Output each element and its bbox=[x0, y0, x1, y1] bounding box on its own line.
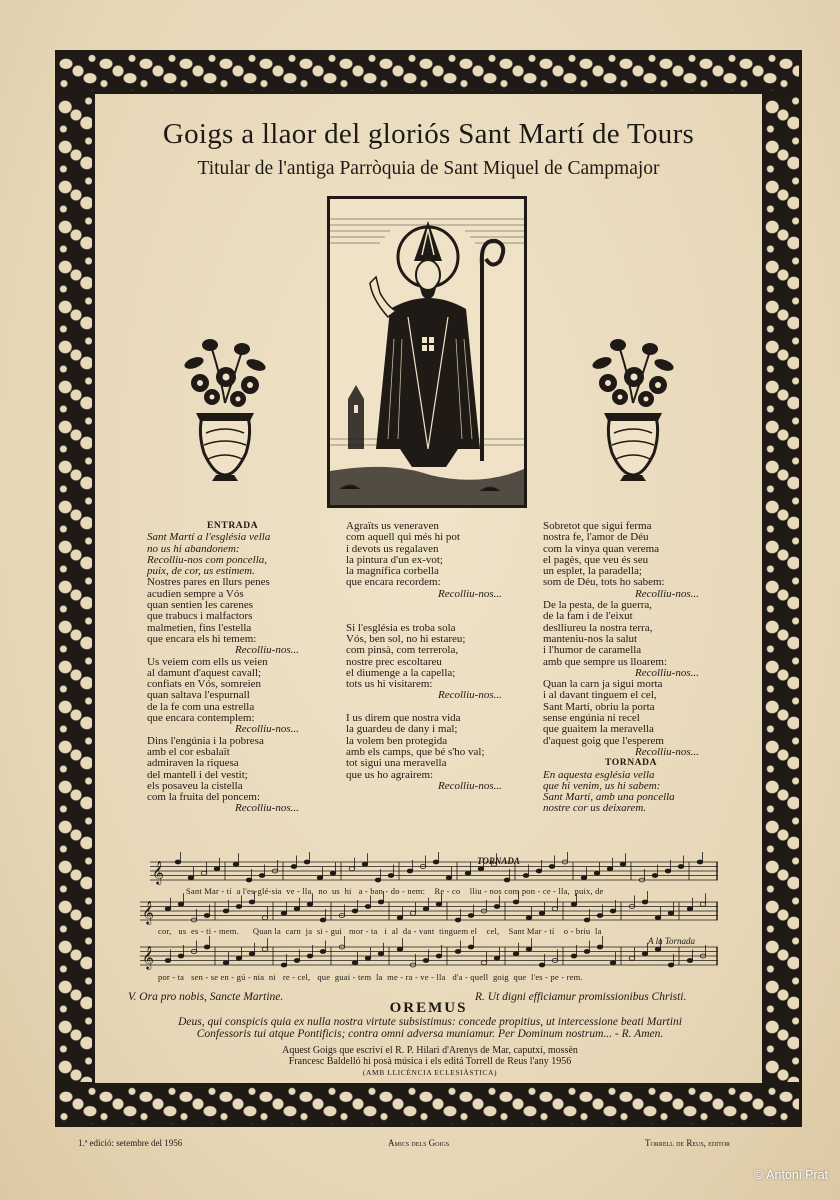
music-note bbox=[365, 956, 371, 960]
verse-line: Quan la carn ja sigui morta bbox=[543, 678, 663, 691]
music-note bbox=[281, 963, 287, 967]
music-note bbox=[330, 871, 336, 875]
music-note bbox=[233, 862, 239, 866]
music-note bbox=[610, 961, 616, 965]
verse-line: Recolliu-nos com poncella, bbox=[147, 553, 268, 566]
music-note bbox=[455, 918, 461, 922]
music-note bbox=[223, 909, 229, 913]
music-note bbox=[549, 865, 555, 869]
prayer-line-1: Deus, qui conspicis quia ex nulla nostra virtute subsistimus: concede propitius, ut intercessione beati Martini bbox=[178, 1016, 682, 1028]
music-note bbox=[446, 876, 452, 880]
music-note bbox=[571, 902, 577, 906]
verse-line bbox=[346, 600, 536, 611]
verse-line: Recolliu-nos... bbox=[635, 745, 699, 758]
treble-clef-icon: 𝄞 bbox=[152, 862, 164, 884]
verse-line: Agraïts us veneraven bbox=[346, 520, 439, 532]
music-note bbox=[655, 947, 661, 951]
treble-clef-icon: 𝄞 bbox=[142, 902, 154, 924]
verse-line: ENTRADA bbox=[207, 521, 259, 531]
music-note bbox=[504, 878, 510, 882]
credits-line-1: Aquest Goigs que escriví el R. P. Hilari d'Arenys de Mar, caputxí, mossèn bbox=[282, 1045, 578, 1056]
verse-line: el diumenge a la capella; bbox=[346, 666, 456, 679]
music-note bbox=[594, 871, 600, 875]
ornamental-border-bottom bbox=[55, 1083, 802, 1127]
verse-column-3 bbox=[543, 521, 743, 815]
music-note bbox=[365, 905, 371, 909]
verse-line: acudien sempre a Vós bbox=[147, 587, 244, 600]
music-note bbox=[539, 963, 545, 967]
music-note bbox=[397, 916, 403, 920]
verse-line: Recolliu-nos... bbox=[635, 587, 699, 600]
credits-text bbox=[115, 1045, 745, 1067]
music-note bbox=[584, 950, 590, 954]
music-note bbox=[523, 874, 529, 878]
verse-line: Sant Martí a l'església vella bbox=[147, 531, 271, 544]
music-note bbox=[294, 959, 300, 963]
music-note bbox=[668, 963, 674, 967]
flower-vase-right-image bbox=[588, 333, 678, 483]
music-note bbox=[526, 947, 532, 951]
verse-line: i al davant tinguem el cel, bbox=[543, 689, 657, 702]
music-note bbox=[201, 871, 207, 875]
verse-line: la volem ben protegida bbox=[346, 734, 448, 747]
music-note bbox=[307, 954, 313, 958]
verse-line: els posaveu la cistella bbox=[147, 779, 243, 792]
music-lyrics-line-3: por - ta sen - se en - gú - nia ni re - cel, que guai - tem la me - ra - ve - lla d'a - quell goig que l'es - pe - rem. bbox=[158, 972, 583, 982]
music-note bbox=[214, 867, 220, 871]
music-note bbox=[236, 905, 242, 909]
music-note bbox=[436, 954, 442, 958]
oremus-heading: OREMUS bbox=[389, 1000, 468, 1016]
music-note bbox=[642, 952, 648, 956]
verse-line: Recolliu-nos... bbox=[438, 689, 502, 702]
music-note bbox=[481, 961, 487, 965]
verse-line: que hi venim, us hi sabem: bbox=[543, 779, 661, 792]
music-note bbox=[320, 918, 326, 922]
verse-line bbox=[346, 611, 536, 622]
verse-line: malmetien, fins l'estella bbox=[147, 621, 252, 634]
music-note bbox=[246, 878, 252, 882]
verse-line: que guaitem la meravella bbox=[543, 723, 654, 736]
verse-line: Vós, ben sol, no hi estareu; bbox=[346, 632, 466, 645]
verse-line: d'aquest goig que l'esperem bbox=[543, 734, 664, 747]
verse-line: Si l'església es troba sola bbox=[346, 621, 456, 634]
music-lyrics-line-1: Sant Mar - tí a l'es-glé-sia ve - lla no us hi a - ban - do - nem: Re - co lliu - nos com pon - ce - lla, puix, de bbox=[186, 886, 604, 896]
saint-woodcut-image bbox=[327, 196, 527, 508]
music-note bbox=[397, 947, 403, 951]
verse-line: manteniu-nos la salut bbox=[543, 632, 638, 645]
music-note bbox=[655, 916, 661, 920]
verse-line: com pinsà, com terrerola, bbox=[346, 644, 459, 657]
verse-line: I us direm que nostra vida bbox=[346, 712, 461, 725]
music-note bbox=[494, 956, 500, 960]
music-note bbox=[262, 947, 268, 951]
verse-line: som de Déu, tots ho sabem: bbox=[543, 576, 665, 589]
music-note bbox=[552, 907, 558, 911]
music-note bbox=[349, 867, 355, 871]
ornamental-border-right bbox=[762, 92, 802, 1085]
verse-line: quan saltava l'espurnall bbox=[147, 689, 250, 702]
verse-line: i devots us regalaven bbox=[346, 542, 439, 555]
verse-line: Recolliu-nos... bbox=[438, 779, 502, 792]
music-note bbox=[317, 876, 323, 880]
verse-line: del mantell i del vestit; bbox=[147, 768, 248, 781]
music-note bbox=[423, 907, 429, 911]
music-note bbox=[629, 956, 635, 960]
music-note bbox=[513, 952, 519, 956]
music-note bbox=[204, 914, 210, 918]
footer-publisher-society: Amics dels Goigs bbox=[388, 1138, 450, 1148]
music-note bbox=[407, 869, 413, 873]
verse-line: que encara els hi temem: bbox=[147, 632, 257, 645]
flower-vase-left-image bbox=[180, 333, 270, 483]
music-note bbox=[236, 956, 242, 960]
verse-line: un esplet, la paradella; bbox=[543, 565, 642, 578]
verse-line: Sant Martí, obriu la porta bbox=[543, 700, 655, 713]
music-label-a-la-tornada: A la Tornada bbox=[648, 936, 696, 946]
verse-column-2 bbox=[346, 521, 536, 792]
music-note bbox=[642, 900, 648, 904]
music-note bbox=[320, 950, 326, 954]
music-note bbox=[352, 961, 358, 965]
verse-line: nostra fe, l'amor de Déu bbox=[543, 531, 649, 544]
music-lyrics-line-2: cor, us es - ti - mem. Quan la carn ja si - gui mor - ta i al da - vant tinguem el cel, Sant Mar - tí o - briu la bbox=[158, 926, 602, 936]
music-note bbox=[678, 865, 684, 869]
music-note bbox=[539, 911, 545, 915]
music-note bbox=[668, 911, 674, 915]
verse-line: admiraven la riquesa bbox=[147, 757, 239, 770]
music-note bbox=[571, 954, 577, 958]
music-note bbox=[223, 961, 229, 965]
music-note bbox=[375, 878, 381, 882]
music-note bbox=[687, 959, 693, 963]
verse-line: Dins l'engúnia i la pobresa bbox=[147, 734, 264, 747]
music-note bbox=[249, 900, 255, 904]
music-note bbox=[378, 952, 384, 956]
response-text: R. Ut digni efficiamur promissionibus Christi. bbox=[475, 991, 687, 1003]
verse-line: Recolliu-nos... bbox=[235, 723, 299, 736]
music-note bbox=[620, 862, 626, 866]
verse-line: tot sigui una meravella bbox=[346, 757, 447, 770]
page-title: Goigs a llaor del gloriós Sant Martí de Tours bbox=[162, 118, 695, 150]
verse-column-1 bbox=[147, 521, 337, 815]
music-note bbox=[468, 914, 474, 918]
music-note bbox=[610, 909, 616, 913]
verse-line: Sobretot que sigui ferma bbox=[543, 520, 652, 532]
music-note bbox=[597, 914, 603, 918]
verse-line: com la vinya quan verema bbox=[543, 542, 660, 555]
music-note bbox=[513, 900, 519, 904]
music-note bbox=[259, 874, 265, 878]
verse-line: com aquell qui més hi pot bbox=[346, 531, 460, 544]
credits-line-2: Francesc Baldelló hi posà música i els editá Torrell de Reus l'any 1956 bbox=[288, 1056, 572, 1067]
verse-line: i l'humor de caramella bbox=[543, 644, 642, 657]
verse-line: de la fe com una estrella bbox=[147, 700, 255, 713]
music-note bbox=[687, 907, 693, 911]
music-note bbox=[362, 862, 368, 866]
music-note bbox=[455, 950, 461, 954]
music-note bbox=[204, 945, 210, 949]
verse-line: Sant Martí, amb una poncella bbox=[543, 791, 675, 804]
music-note bbox=[697, 860, 703, 864]
music-note bbox=[410, 911, 416, 915]
verse-line: no us hi abandonem: bbox=[147, 542, 240, 555]
music-note bbox=[478, 867, 484, 871]
music-note bbox=[304, 860, 310, 864]
music-note bbox=[665, 869, 671, 873]
verse-line: Recolliu-nos... bbox=[235, 644, 299, 657]
verse-line: tots us hi visitarem: bbox=[346, 678, 433, 691]
music-note bbox=[581, 876, 587, 880]
music-note bbox=[165, 907, 171, 911]
music-note bbox=[584, 918, 590, 922]
music-note bbox=[388, 874, 394, 878]
music-note bbox=[188, 876, 194, 880]
verse-line: la guardeu de dany i mal; bbox=[346, 723, 458, 736]
music-note bbox=[175, 860, 181, 864]
verse-line: TORNADA bbox=[605, 758, 658, 769]
footer-editor: Torrell de Reus, editor bbox=[645, 1138, 731, 1148]
verse-line: amb el cor esbalaït bbox=[147, 745, 230, 758]
licence-text: (AMB LLICÈNCIA ECLESIÀSTICA) bbox=[362, 1068, 498, 1077]
music-note bbox=[165, 959, 171, 963]
verse-line: amb que sempre us lloarem: bbox=[543, 655, 668, 668]
verse-line: que us ho agrairem: bbox=[346, 768, 434, 781]
verse-line: quan sentien les carenes bbox=[147, 599, 253, 612]
verse-line: nostre cor us deixarem. bbox=[543, 802, 647, 815]
verse-line: Us veiem com ells us veien bbox=[147, 655, 268, 668]
music-note bbox=[178, 954, 184, 958]
verse-line: confiats en Vós, somreien bbox=[147, 678, 262, 691]
verse-line: Recolliu-nos... bbox=[635, 666, 699, 679]
verse-line: la magnífica corbella bbox=[346, 565, 439, 578]
ornamental-border-left bbox=[55, 92, 95, 1085]
page-subtitle: Titular de l'antiga Parròquia de Sant Miquel de Campmajor bbox=[197, 158, 660, 179]
music-note bbox=[291, 865, 297, 869]
music-note bbox=[468, 945, 474, 949]
verse-line: que encara recordem: bbox=[346, 576, 441, 589]
treble-clef-icon: 𝄞 bbox=[142, 947, 154, 969]
verse-line: la pintura d'un ex-vot; bbox=[346, 553, 443, 566]
verse-line: Nostres pares en llurs penes bbox=[147, 576, 270, 589]
music-note bbox=[249, 952, 255, 956]
music-note bbox=[294, 907, 300, 911]
music-note bbox=[536, 869, 542, 873]
music-staves bbox=[140, 852, 720, 992]
music-note bbox=[423, 959, 429, 963]
music-note bbox=[494, 905, 500, 909]
verse-line: com la fruita del poncem: bbox=[147, 791, 261, 804]
verse-line: de la fam i de l'eixut bbox=[543, 610, 633, 623]
verse-line: al damunt d'aquest cavall; bbox=[147, 666, 262, 679]
footer-edition: 1.ª edició: setembre del 1956 bbox=[78, 1138, 183, 1148]
verse-line: sense engúnia ni recel bbox=[543, 712, 640, 725]
verse-line: Recolliu-nos... bbox=[235, 802, 299, 815]
music-note bbox=[526, 916, 532, 920]
verse-line: De la pesta, de la guerra, bbox=[543, 599, 653, 612]
verse-line: puix, de cor, us estimem. bbox=[147, 565, 255, 578]
copyright-watermark: © Antoni Prat bbox=[754, 1168, 828, 1182]
prayer-text bbox=[115, 1016, 745, 1040]
music-note bbox=[597, 945, 603, 949]
music-note bbox=[700, 902, 706, 906]
music-note bbox=[436, 902, 442, 906]
music-note bbox=[178, 902, 184, 906]
prayer-line-2: Confessoris tui atque Pontificis; contra omni adversa muniamur. Per Dominum nostrum... - R. Amen. bbox=[196, 1028, 664, 1040]
music-note bbox=[262, 916, 268, 920]
verse-line: el pagès, que veu és seu bbox=[543, 553, 649, 566]
music-note bbox=[352, 909, 358, 913]
music-note bbox=[465, 871, 471, 875]
verse-line: Recolliu-nos... bbox=[438, 587, 502, 600]
music-note bbox=[607, 867, 613, 871]
ornamental-border-top bbox=[55, 50, 802, 94]
music-note bbox=[307, 902, 313, 906]
verse-line: deslliureu la nostra terra, bbox=[543, 621, 653, 634]
verse-line: En aquesta església vella bbox=[543, 768, 655, 781]
music-note bbox=[433, 860, 439, 864]
verse-line: que encara contemplem: bbox=[147, 712, 255, 725]
verse-line: amb els camps, que bé s'ho val; bbox=[346, 745, 485, 758]
verse-line: que trabucs i malfactors bbox=[147, 610, 253, 623]
music-label-tornada: TORNADA bbox=[477, 856, 520, 866]
music-note bbox=[652, 874, 658, 878]
music-score bbox=[140, 852, 720, 992]
verse-line: nostre prec escoltareu bbox=[346, 655, 442, 668]
music-note bbox=[378, 900, 384, 904]
versicle-text: V. Ora pro nobis, Sancte Martine. bbox=[128, 991, 284, 1003]
music-note bbox=[281, 911, 287, 915]
